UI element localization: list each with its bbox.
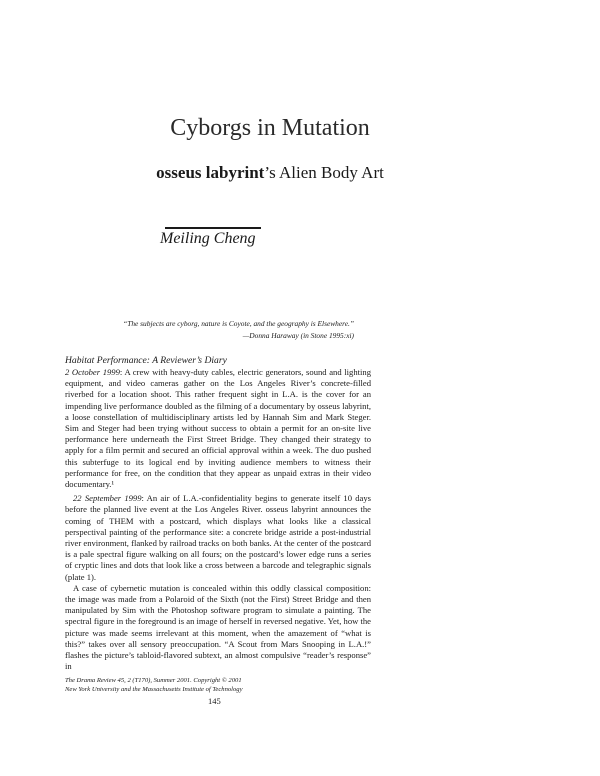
citation-line-2: New York University and the Massachusetts Institute of Technology <box>65 686 243 693</box>
citation-line-1: The Drama Review 45, 2 (T170), Summer 2001. Copyright © 2001 <box>65 677 242 684</box>
diary-date: 22 September 1999 <box>73 493 142 504</box>
article-body <box>65 367 371 672</box>
epigraph-attribution: —Donna Haraway (in Stone 1995:xi) <box>242 331 354 340</box>
journal-citation <box>65 676 385 694</box>
body-paragraph: A case of cybernetic mutation is concealed within this oddly classical composition: the image was made from a Polaroid of the Sixth (not the First) Street Bridge and then manipulated by Sim with the Photoshop software program to simulate a painting. The spectral figure in the foreground is an image of herself in reversed negative. Yet, how the picture was made seems irrelevant at this moment, when the amazement of “what is this?” takes over all sensory preoccupation. “A Scout from Mars Snooping in L.A.!” flashes the picture’s tabloid-flavored subtext, an almost compulsive “reader’s response” in <box>65 582 371 672</box>
page-number: 145 <box>208 696 221 706</box>
author-name: Meiling Cheng <box>160 230 256 247</box>
subtitle-remainder: ’s Alien Body Art <box>264 163 384 182</box>
article-subtitle <box>60 163 480 183</box>
diary-date: 2 October 1999 <box>65 367 120 377</box>
paragraph-text: : A crew with heavy-duty cables, electric generators, sound and lighting equipment, and video cameras gather on the Los Angeles River’s concrete-filled riverbed for a location shoot. This rather frequent sight in L.A. is the cover for an impending live performance doubled as the filming of a documentary by osseus labyrint, a loose constellation of multidisciplinary artists led by Hannah Sim and Mark Steger. Sim and Steger had been trying without success to obtain a permit for an on-site live performance here underneath the First Street Bridge. They changed their strategy to apply for a film permit and secured an official approval within a week. The duo pushed this subterfuge to its logical end by inviting audience members to witness their performance for free, on the condition that they appear as unpaid extras in their video documentary.¹ <box>65 367 371 490</box>
article-title: Cyborgs in Mutation <box>170 115 370 141</box>
epigraph <box>88 318 354 342</box>
section-heading: Habitat Performance: A Reviewer’s Diary <box>65 355 227 366</box>
subtitle-artist-name: osseus labyrint <box>156 163 265 182</box>
body-paragraph <box>65 367 371 490</box>
body-paragraph <box>65 493 371 583</box>
author-rule <box>165 227 261 229</box>
epigraph-quote: “The subjects are cyborg, nature is Coyote, and the geography is Elsewhere.” <box>123 319 354 328</box>
paragraph-text: : An air of L.A.-confidentiality begins to generate itself 10 days before the planned live event at the Los Angeles River. osseus labyrint announces the coming of THEM with a postcard, which displays what looks like a classical perspectival painting of the performance site: a concrete bridge astride a post-industrial river environment, flanked by railroad tracks on both banks. At the center of the postcard is a pale spectral figure walking on all fours; on the postcard’s lower edge runs a series of cryptic lines and dots that look like a cross between a barcode and telegraphic signals (plate 1). <box>65 493 371 582</box>
